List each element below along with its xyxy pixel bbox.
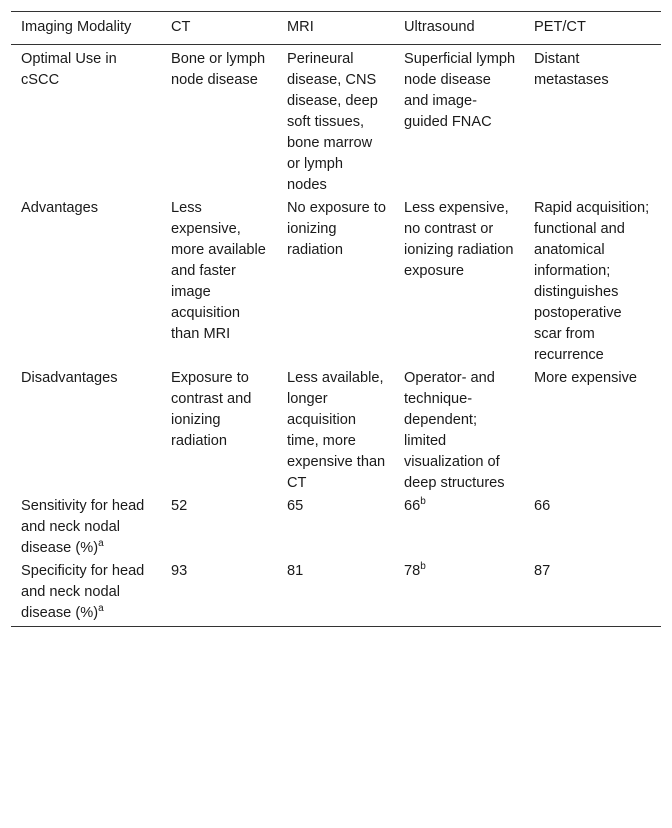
cell-text: More expensive (534, 370, 638, 386)
imaging-modality-table-container (11, 11, 661, 627)
cell-text: Rapid acquisition; functional and anatomical information; distinguishes postoperative scar from recurrence (534, 200, 650, 363)
footnote-marker: b (420, 496, 426, 508)
table-cell (394, 197, 524, 367)
cell-text: No exposure to ionizing radiation (287, 200, 386, 258)
table-cell (394, 495, 524, 560)
table-row-disadvantages (11, 367, 661, 495)
table-cell (394, 560, 524, 627)
row-label (11, 197, 161, 367)
row-label (11, 367, 161, 495)
table-header-row (11, 12, 661, 45)
table-cell (524, 367, 661, 495)
table-cell (394, 45, 524, 198)
table-cell (277, 197, 394, 367)
cell-text: Exposure to contrast and ionizing radiation (171, 370, 252, 449)
row-label-text: Sensitivity for head and neck nodal disease (%) (21, 498, 145, 556)
table-cell (161, 367, 277, 495)
cell-text: 66 (534, 498, 551, 514)
cell-text: Operator- and technique-dependent; limited visualization of deep structures (404, 370, 505, 491)
row-label (11, 495, 161, 560)
footnote-marker: a (98, 603, 104, 615)
row-label-text: Disadvantages (21, 370, 118, 386)
row-label (11, 560, 161, 627)
cell-text: Less expensive, more available and faster image acquisition than MRI (171, 200, 266, 342)
table-cell (161, 495, 277, 560)
table-row-advantages (11, 197, 661, 367)
table-row-specificity (11, 560, 661, 627)
header-imaging-modality: Imaging Modality (21, 19, 132, 35)
cell-text: 65 (287, 498, 304, 514)
cell-text: Bone or lymph node disease (171, 51, 266, 88)
table-cell (524, 560, 661, 627)
table-cell (161, 45, 277, 198)
cell-text: Less expensive, no contrast or ionizing radiation exposure (404, 200, 514, 279)
cell-text: 93 (171, 563, 188, 579)
row-label-text: Optimal Use in cSCC (21, 51, 117, 88)
header-pet-ct: PET/CT (534, 19, 586, 35)
table-cell (394, 367, 524, 495)
table-cell (277, 560, 394, 627)
table-cell (277, 367, 394, 495)
row-label-text: Specificity for head and neck nodal disease (%) (21, 563, 145, 621)
table-cell (524, 45, 661, 198)
table-cell (277, 495, 394, 560)
cell-text: 52 (171, 498, 188, 514)
footnote-marker: b (420, 561, 426, 573)
table-row-optimal-use (11, 45, 661, 198)
table-row-sensitivity (11, 495, 661, 560)
table-cell (277, 45, 394, 198)
imaging-modality-table (11, 11, 661, 627)
cell-text: Superficial lymph node disease and image-guided FNAC (404, 51, 516, 130)
table-cell (161, 560, 277, 627)
cell-text: 87 (534, 563, 551, 579)
footnote-marker: a (98, 538, 104, 550)
header-mri: MRI (287, 19, 314, 35)
row-label (11, 45, 161, 198)
row-label-text: Advantages (21, 200, 99, 216)
table-cell (161, 197, 277, 367)
cell-text: Less available, longer acquisition time, more expensive than CT (287, 370, 386, 491)
cell-text: Distant metastases (534, 51, 609, 88)
cell-text: 81 (287, 563, 304, 579)
table-cell (524, 197, 661, 367)
cell-text: Perineural disease, CNS disease, deep soft tissues, bone marrow or lymph nodes (287, 51, 378, 193)
header-ct: CT (171, 19, 191, 35)
cell-text: 66 (404, 498, 421, 514)
table-cell (524, 495, 661, 560)
header-ultrasound: Ultrasound (404, 19, 475, 35)
cell-text: 78 (404, 563, 421, 579)
